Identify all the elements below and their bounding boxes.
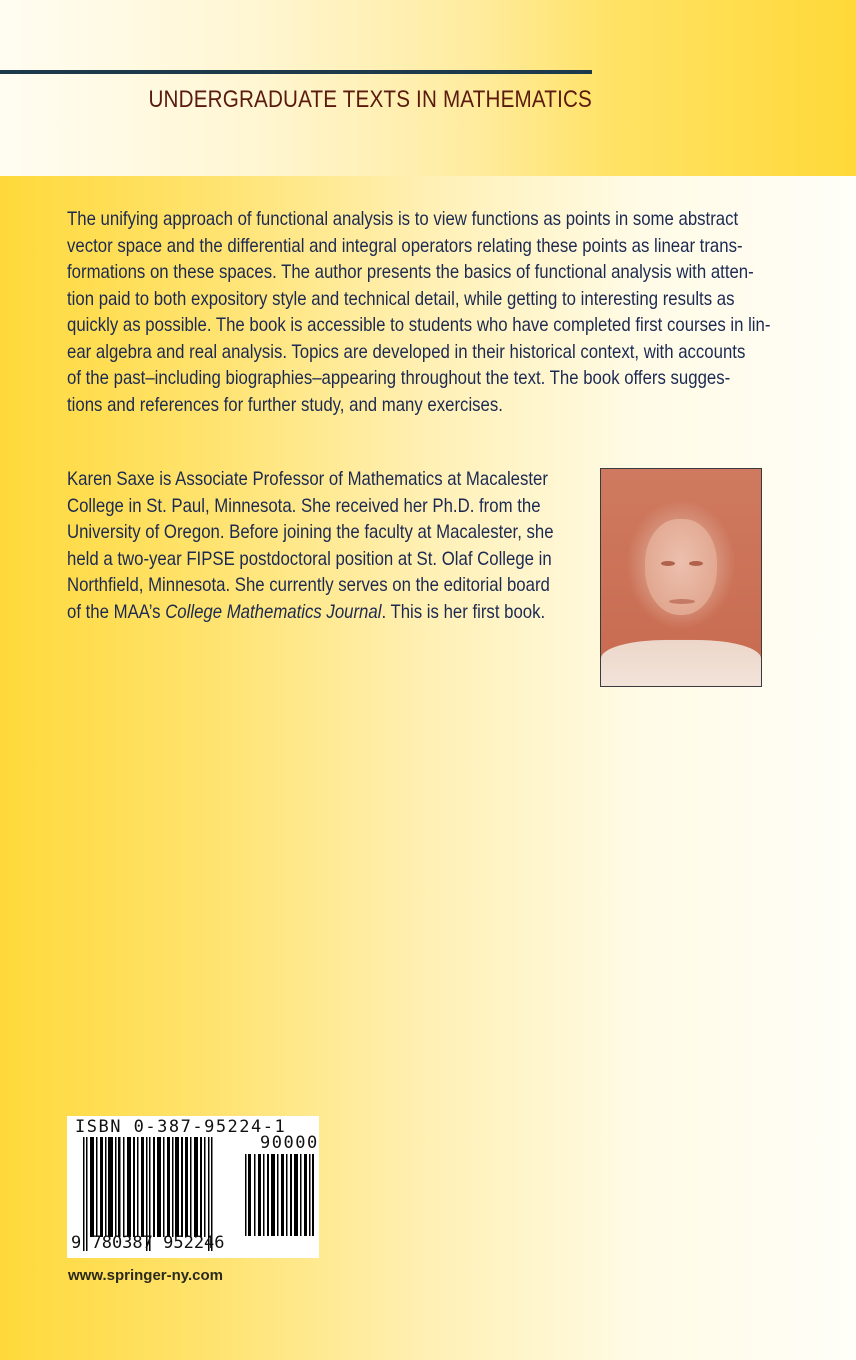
description-line: tion paid to both expository style and technical detail, while getting to interesting results as — [67, 287, 735, 310]
series-rule — [0, 70, 592, 74]
bio-last-prefix: of the MAA’s — [67, 600, 166, 623]
author-photo — [600, 468, 762, 687]
description-line: of the past–including biographies–appearing throughout the text. The book offers sugges- — [67, 367, 731, 389]
bio-line-last — [67, 599, 587, 626]
book-description — [67, 206, 771, 418]
bio-line: Northfield, Minnesota. She currently serves on the editorial board — [67, 574, 550, 596]
price-code: 90000 — [260, 1133, 319, 1153]
mouth — [669, 599, 695, 604]
description-line: formations on these spaces. The author presents the basics of functional analysis with atten- — [67, 261, 754, 283]
bio-line: University of Oregon. Before joining the faculty at Macalester, she — [67, 521, 554, 543]
description-line: quickly as possible. The book is accessible to students who have completed first courses in lin- — [67, 314, 771, 336]
isbn-label: ISBN 0-387-95224-1 — [75, 1117, 287, 1137]
author-bio — [67, 466, 587, 625]
bio-line: held a two-year FIPSE postdoctoral position at St. Olaf College in — [67, 547, 552, 570]
eye-right — [689, 561, 703, 566]
ean-digits: 9 780387 952246 — [71, 1233, 225, 1253]
bio-last-suffix: . This is her first book. — [381, 600, 546, 623]
isbn-barcode — [67, 1116, 319, 1258]
description-line: tions and references for further study, and many exercises. — [67, 393, 503, 416]
journal-title: College Mathematics Journal — [165, 600, 382, 623]
publisher-website[interactable]: www.springer-ny.com — [68, 1267, 224, 1284]
description-line: The unifying approach of functional analysis is to view functions as points in some abstract — [67, 208, 739, 230]
bio-line: Karen Saxe is Associate Professor of Mathematics at Macalester — [67, 468, 548, 490]
eye-left — [661, 561, 675, 566]
shoulders — [601, 640, 761, 686]
series-title: UNDERGRADUATE TEXTS IN MATHEMATICS — [148, 86, 592, 113]
description-line: vector space and the differential and integral operators relating these points as linear trans- — [67, 234, 743, 257]
description-line: ear algebra and real analysis. Topics are developed in their historical context, with accounts — [67, 340, 746, 363]
bio-line: College in St. Paul, Minnesota. She received her Ph.D. from the — [67, 494, 541, 517]
price-barcode-icon — [245, 1154, 315, 1236]
